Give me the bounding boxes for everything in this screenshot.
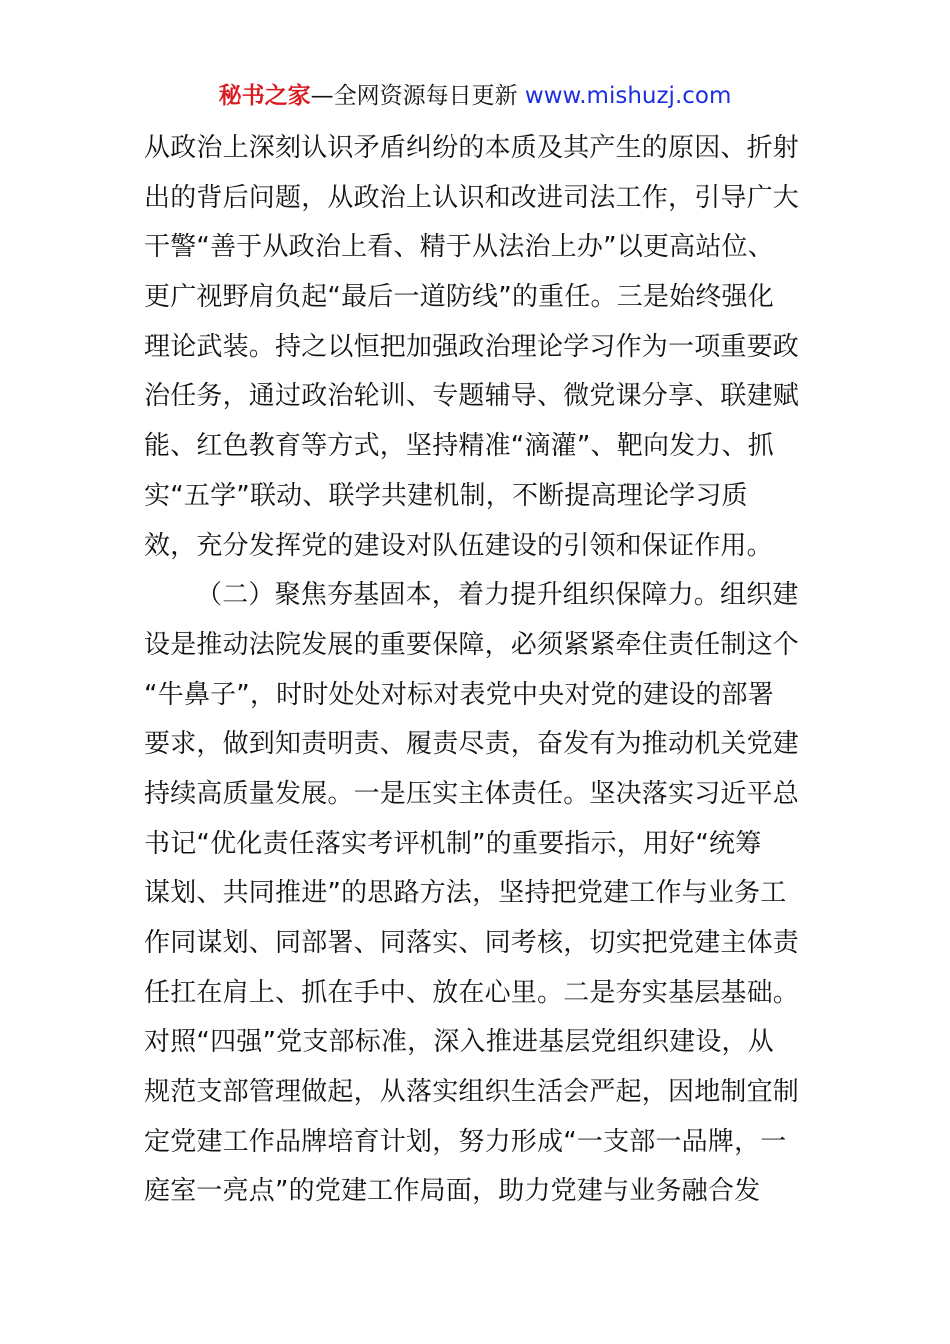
text-line: 要求，做到知责明责、履责尽责，奋发有为推动机关党建 <box>144 729 800 760</box>
site-brand: 秘书之家 <box>218 83 311 109</box>
text-line: 从政治上深刻认识矛盾纠纷的本质及其产生的原因、折射 <box>144 133 800 163</box>
site-slogan: —全网资源每日更新 <box>310 83 525 109</box>
text-line: 更广视野肩负起“最后一道防线”的重任。三是始终强化 <box>144 282 774 313</box>
text-line: 理论武装。持之以恒把加强政治理论学习作为一项重要政 <box>144 331 800 362</box>
text-line: 实“五学”联动、联学共建机制，不断提高理论学习质 <box>144 480 748 511</box>
page-header <box>0 78 950 114</box>
text-line: 书记“优化责任落实考评机制”的重要指示，用好“统筹 <box>144 828 762 859</box>
text-line: 干警“善于从政治上看、精于从法治上办”以更高站位、 <box>144 232 774 263</box>
text-line: 作同谋划、同部署、同落实、同考核，切实把党建主体责 <box>144 928 800 958</box>
document-body <box>144 124 809 1217</box>
text-line: 对照“四强”党支部标准，深入推进基层党组织建设，从 <box>144 1027 774 1058</box>
text-line: 能、红色教育等方式，坚持精准“滴灌”、靶向发力、抓 <box>144 431 774 462</box>
text-line: 任扛在肩上、抓在手中、放在心里。二是夯实基层基础。 <box>144 977 800 1008</box>
text-line: 庭室一亮点”的党建工作局面，助力党建与业务融合发 <box>144 1176 761 1207</box>
text-line: “牛鼻子”，时时处处对标对表党中央对党的建设的部署 <box>144 679 774 710</box>
text-line: 规范支部管理做起，从落实组织生活会严起，因地制宜制 <box>144 1077 800 1108</box>
text-line: 效，充分发挥党的建设对队伍建设的引领和保证作用。 <box>144 530 773 561</box>
text-line: 持续高质量发展。一是压实主体责任。坚决落实习近平总 <box>144 778 800 809</box>
text-line: 谋划、共同推进”的思路方法，坚持把党建工作与业务工 <box>144 878 787 909</box>
text-line: 出的背后问题，从政治上认识和改进司法工作，引导广大 <box>144 182 800 213</box>
text-line: 设是推动法院发展的重要保障，必须紧紧牵住责任制这个 <box>144 629 800 660</box>
text-line: 定党建工作品牌培育计划，努力形成“一支部一品牌，一 <box>144 1126 787 1157</box>
site-url[interactable]: www.mishuzj.com <box>524 83 732 109</box>
section-heading-line: （二）聚焦夯基固本，着力提升组织保障力。组织建 <box>196 580 799 611</box>
text-line: 治任务，通过政治轮训、专题辅导、微党课分享、联建赋 <box>144 381 800 412</box>
